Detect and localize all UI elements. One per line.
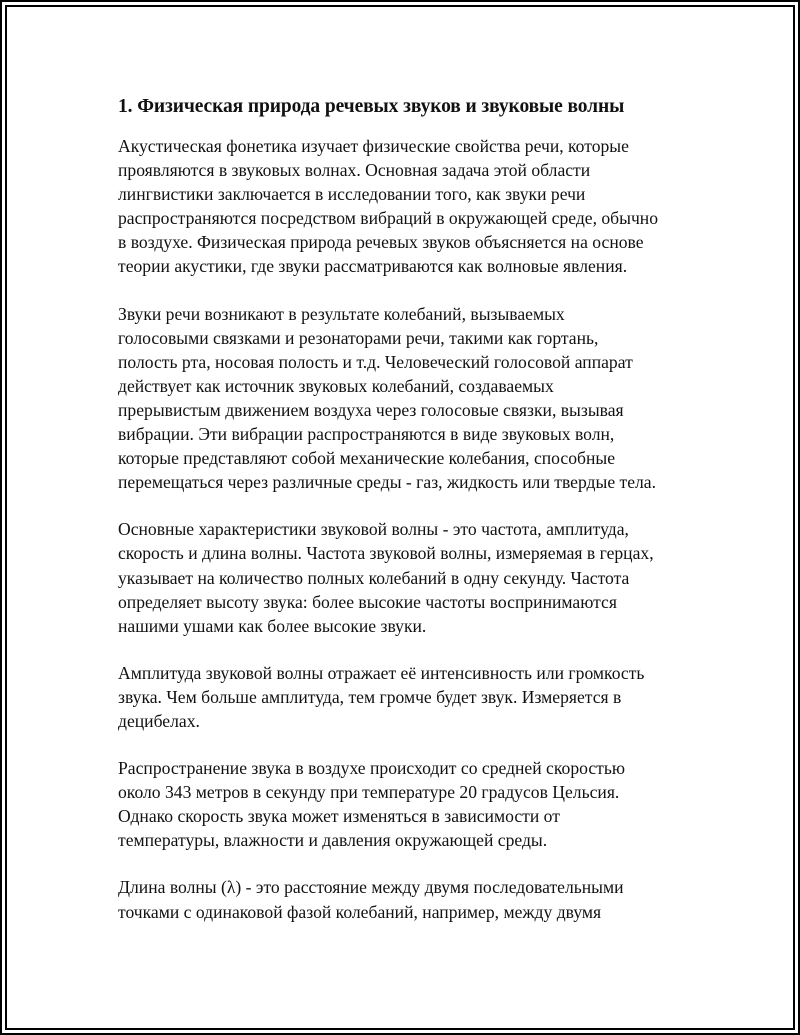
text-line: лингвистики заключается в исследовании того, как звуки речи (118, 184, 586, 205)
text-line: децибелах. (118, 710, 200, 731)
section-heading: 1. Физическая природа речевых звуков и звуковые волны (118, 96, 625, 117)
text-line: Однако скорость звука может изменяться в зависимости от (118, 806, 560, 827)
text-line: полость рта, носовая полость и т.д. Человеческий голосовой аппарат (118, 351, 633, 372)
text-line: голосовыми связками и резонаторами речи, такими как гортань, (118, 327, 599, 348)
text-line: Длина волны (λ) - это расстояние между двумя последовательными (118, 877, 624, 898)
text-line: Звуки речи возникают в результате колебаний, вызываемых (118, 303, 565, 324)
paragraph-acoustic-phonetics (118, 134, 708, 279)
text-line: которые представляют собой механические колебания, способные (118, 448, 616, 469)
paragraph-amplitude (118, 661, 708, 733)
text-line: температуры, влажности и давления окружающей среды. (118, 830, 548, 851)
text-line: Амплитуда звуковой волны отражает её интенсивность или громкость (118, 662, 645, 683)
paragraph-speech-sound-origin (118, 302, 708, 495)
paragraph-wavelength (118, 875, 708, 923)
text-line: Распространение звука в воздухе происходит со средней скоростью (118, 758, 626, 779)
text-line: Акустическая фонетика изучает физические свойства речи, которые (118, 136, 629, 156)
text-line: в воздухе. Физическая природа речевых звуков объясняется на основе (118, 232, 644, 253)
document-body (118, 92, 708, 947)
text-line: скорость и длина волны. Частота звуковой волны, измеряемая в герцах, (118, 543, 654, 564)
text-line: вибрации. Эти вибрации распространяются в виде звуковых волн, (118, 424, 615, 445)
text-line: Основные характеристики звуковой волны - это частота, амплитуда, (118, 519, 629, 540)
text-line: нашими ушами как более высокие звуки. (118, 615, 427, 636)
text-line: перемещаться через различные среды - газ, жидкость или твердые тела. (118, 472, 657, 493)
text-line: теории акустики, где звуки рассматриваются как волновые явления. (118, 256, 628, 277)
paragraph-wave-characteristics (118, 517, 708, 637)
text-line: звука. Чем больше амплитуда, тем громче будет звук. Измеряется в (118, 686, 622, 707)
text-line: проявляются в звуковых волнах. Основная задача этой области (118, 160, 591, 181)
text-line: точками с одинаковой фазой колебаний, например, между двумя (118, 901, 602, 922)
text-line: прерывистым движением воздуха через голосовые связки, вызывая (118, 399, 624, 420)
text-line: действует как источник звуковых колебаний, создаваемых (118, 375, 554, 396)
text-line: определяет высоту звука: более высокие частоты воспринимаются (118, 591, 617, 612)
text-line: указывает на количество полных колебаний в одну секунду. Частота (118, 567, 630, 588)
paragraph-sound-speed (118, 756, 708, 852)
text-line: распространяются посредством вибраций в окружающей среде, обычно (118, 208, 659, 229)
text-line: около 343 метров в секунду при температуре 20 градусов Цельсия. (118, 782, 620, 803)
